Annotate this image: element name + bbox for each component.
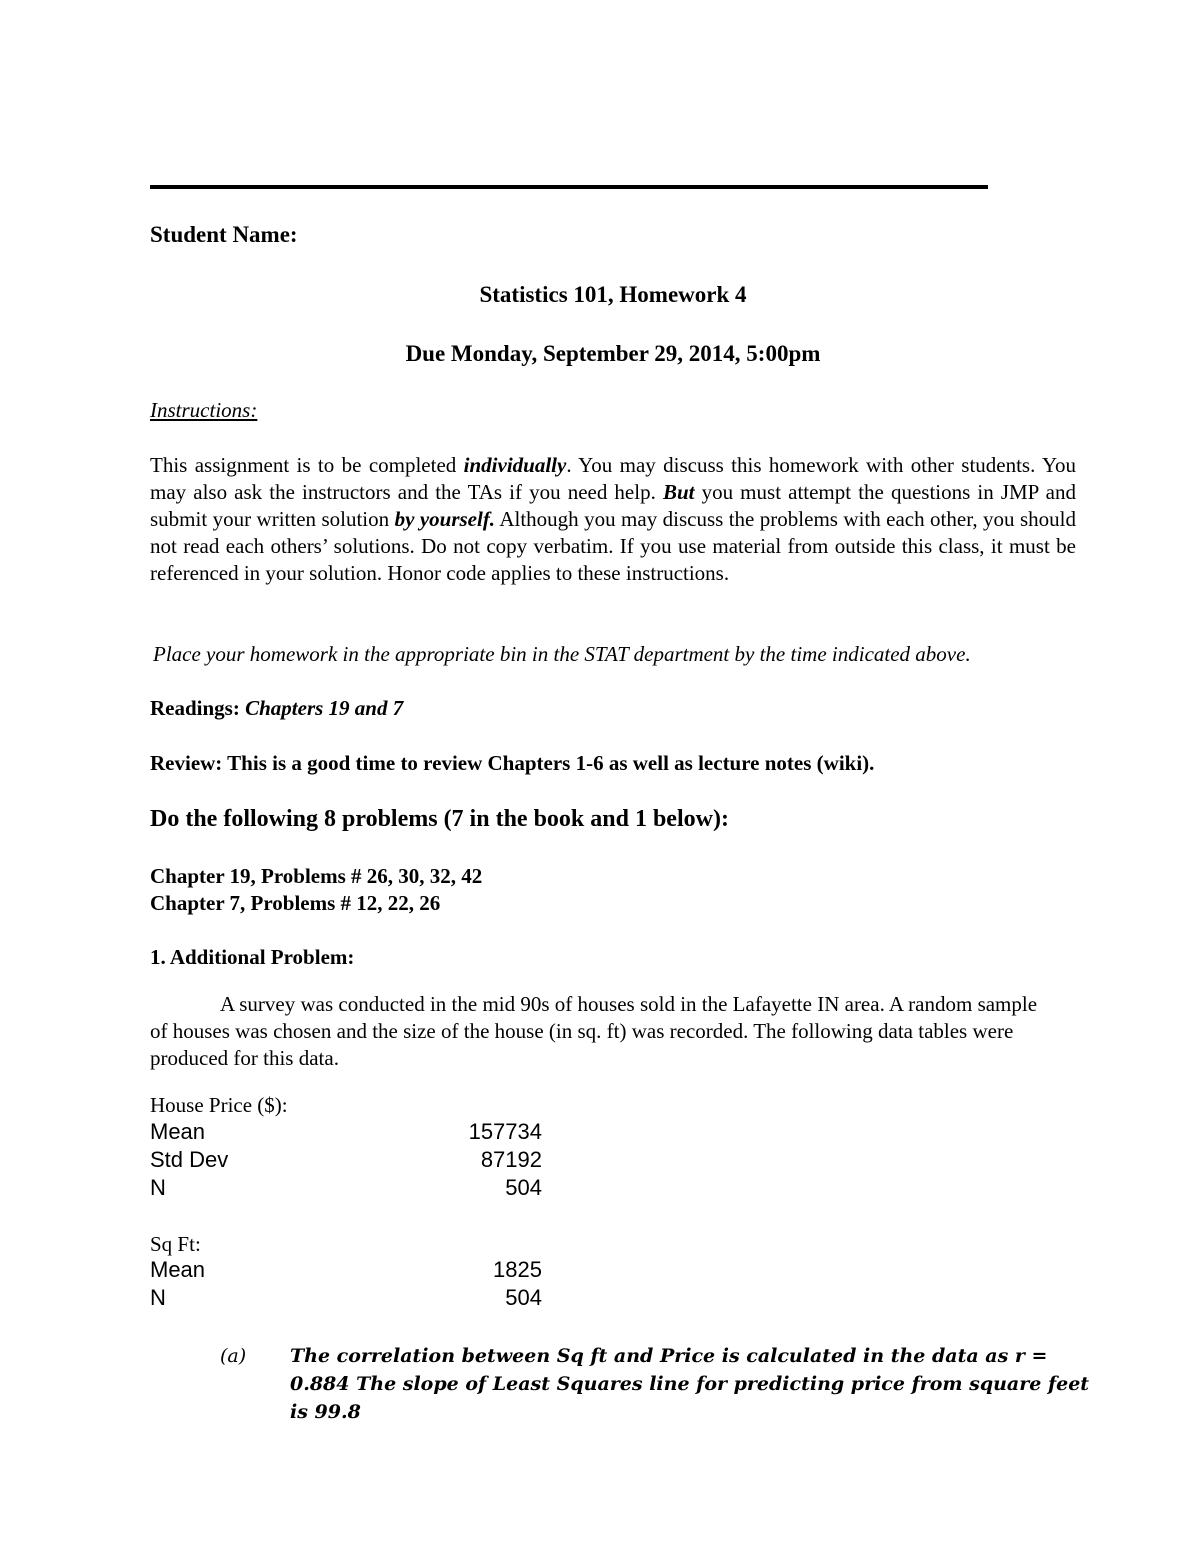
readings-line [150, 696, 403, 721]
stat-label: Mean [150, 1119, 206, 1144]
readings-label: Readings: [150, 696, 246, 720]
stat-value: 504 [505, 1285, 542, 1310]
readings-value: Chapters 19 and 7 [245, 696, 404, 720]
sq-ft-row-mean [150, 1256, 542, 1284]
house-price-row-n [150, 1174, 542, 1202]
instructions-heading: Instructions: [150, 398, 258, 422]
problems-heading: Do the following 8 problems (7 in the book and 1 below): [150, 806, 729, 832]
instructions-emphasis-individually: individually [463, 453, 567, 477]
house-price-caption: House Price ($): [150, 1093, 288, 1117]
stat-label: Mean [150, 1257, 206, 1282]
survey-text: A survey was conducted in the mid 90s of houses sold in the Lafayette IN area. A random sample of houses was chosen and the size of the house (in sq. ft) was recorded. The following data tables were produced for this data. [150, 992, 1038, 1070]
stat-label: N [150, 1285, 166, 1310]
stat-value: 87192 [480, 1147, 542, 1172]
instructions-emphasis-but: But [662, 480, 695, 504]
sq-ft-row-n [150, 1284, 542, 1312]
due-date: Due Monday, September 29, 2014, 5:00pm [405, 341, 821, 366]
stat-value: 157734 [468, 1119, 542, 1144]
house-price-row-mean [150, 1118, 542, 1146]
additional-problem-heading: 1. Additional Problem: [150, 945, 355, 969]
stat-value: 1825 [493, 1257, 542, 1282]
house-price-row-std-dev [150, 1146, 542, 1174]
instructions-emphasis-by-yourself: by yourself. [394, 507, 496, 531]
stat-label: N [150, 1175, 166, 1200]
name-underline-rule [150, 185, 988, 189]
instructions-paragraph [150, 452, 1076, 587]
stat-value: 504 [505, 1175, 542, 1200]
instructions-text-1: This assignment is to be completed [150, 453, 464, 477]
instructions-text-4: Although you may discuss the problems with each other, you should not read each others’ solutions. Do not copy verbatim. If you use material from outside this class, it must be referenced in your solution. Honor code applies to these instructions. [150, 507, 1076, 585]
chapter-7-problems: Chapter 7, Problems # 12, 22, 26 [150, 891, 441, 915]
instructions-text-3: you must attempt the questions in JMP and submit your written solution [150, 480, 1076, 531]
stat-label: Std Dev [150, 1147, 229, 1172]
part-a-text: The correlation between Sq ft and Price is calculated in the data as r = 0.884 The slope of Least Squares line for predicting price from square feet is 99.8 [290, 1345, 1090, 1423]
chapter-19-problems: Chapter 19, Problems # 26, 30, 32, 42 [150, 864, 483, 888]
survey-paragraph [150, 991, 1050, 1072]
part-a-label: (a) [220, 1345, 247, 1367]
instructions-text-2: . You may discuss this homework with other students. You may also ask the instructors and the TAs if you need help. [150, 453, 1077, 504]
sq-ft-caption: Sq Ft: [150, 1232, 201, 1256]
review-line: Review: This is a good time to review Chapters 1-6 as well as lecture notes (wiki). [150, 751, 875, 775]
page-title: Statistics 101, Homework 4 [479, 282, 747, 307]
student-name-label: Student Name: [150, 222, 298, 247]
submission-note: Place your homework in the appropriate bin in the STAT department by the time indicated above. [153, 642, 971, 666]
